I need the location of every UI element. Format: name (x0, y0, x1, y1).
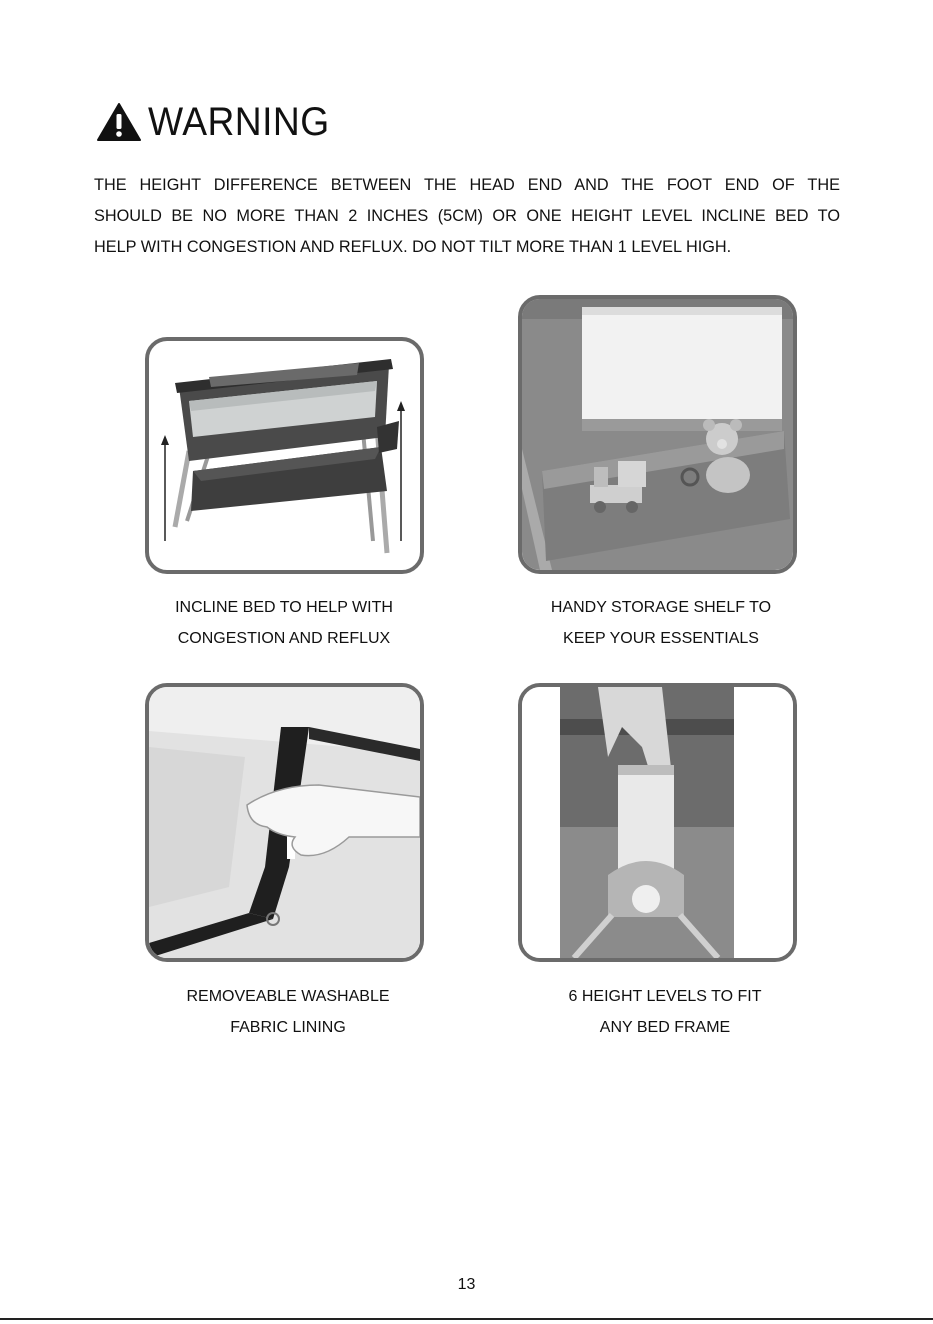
caption-storage (511, 592, 811, 654)
warning-line-1: THE HEIGHT DIFFERENCE BETWEEN THE HEAD END AND THE FOOT END OF THE (94, 176, 840, 194)
caption-height-line-1: 6 HEIGHT LEVELS TO FIT (568, 988, 762, 1005)
height-levels-image (518, 683, 797, 962)
caption-fabric (138, 981, 438, 1043)
caption-storage-line-2: KEEP YOUR ESSENTIALS (563, 630, 759, 647)
storage-shelf-illustration (522, 299, 793, 570)
caption-storage-line-1: HANDY STORAGE SHELF TO (550, 599, 772, 616)
warning-title: WARNING (148, 99, 330, 144)
incline-bed-image (145, 337, 424, 574)
height-levels-illustration (522, 687, 793, 958)
caption-incline (134, 592, 434, 654)
warning-line-3: HELP WITH CONGESTION AND REFLUX. DO NOT TILT MORE THAN 1 LEVEL HIGH. (94, 238, 732, 256)
fabric-lining-illustration (149, 687, 420, 958)
caption-incline-line-1: INCLINE BED TO HELP WITH (175, 599, 393, 616)
storage-shelf-image (518, 295, 797, 574)
bottom-rule (0, 1318, 933, 1320)
caption-incline-line-2: CONGESTION AND REFLUX (177, 630, 391, 647)
fabric-lining-image (145, 683, 424, 962)
warning-line-2: SHOULD BE NO MORE THAN 2 INCHES (5CM) OR ONE HEIGHT LEVEL INCLINE BED TO (94, 207, 840, 225)
warning-heading (96, 100, 343, 144)
caption-fabric-line-2: FABRIC LINING (230, 1019, 346, 1036)
page-number: 13 (457, 1276, 476, 1293)
warning-text (94, 170, 840, 263)
incline-bassinet-illustration (149, 341, 420, 570)
caption-fabric-line-1: REMOVEABLE WASHABLE (186, 988, 390, 1005)
warning-triangle-icon (96, 102, 142, 142)
caption-height (515, 981, 815, 1043)
caption-height-line-2: ANY BED FRAME (599, 1019, 731, 1036)
